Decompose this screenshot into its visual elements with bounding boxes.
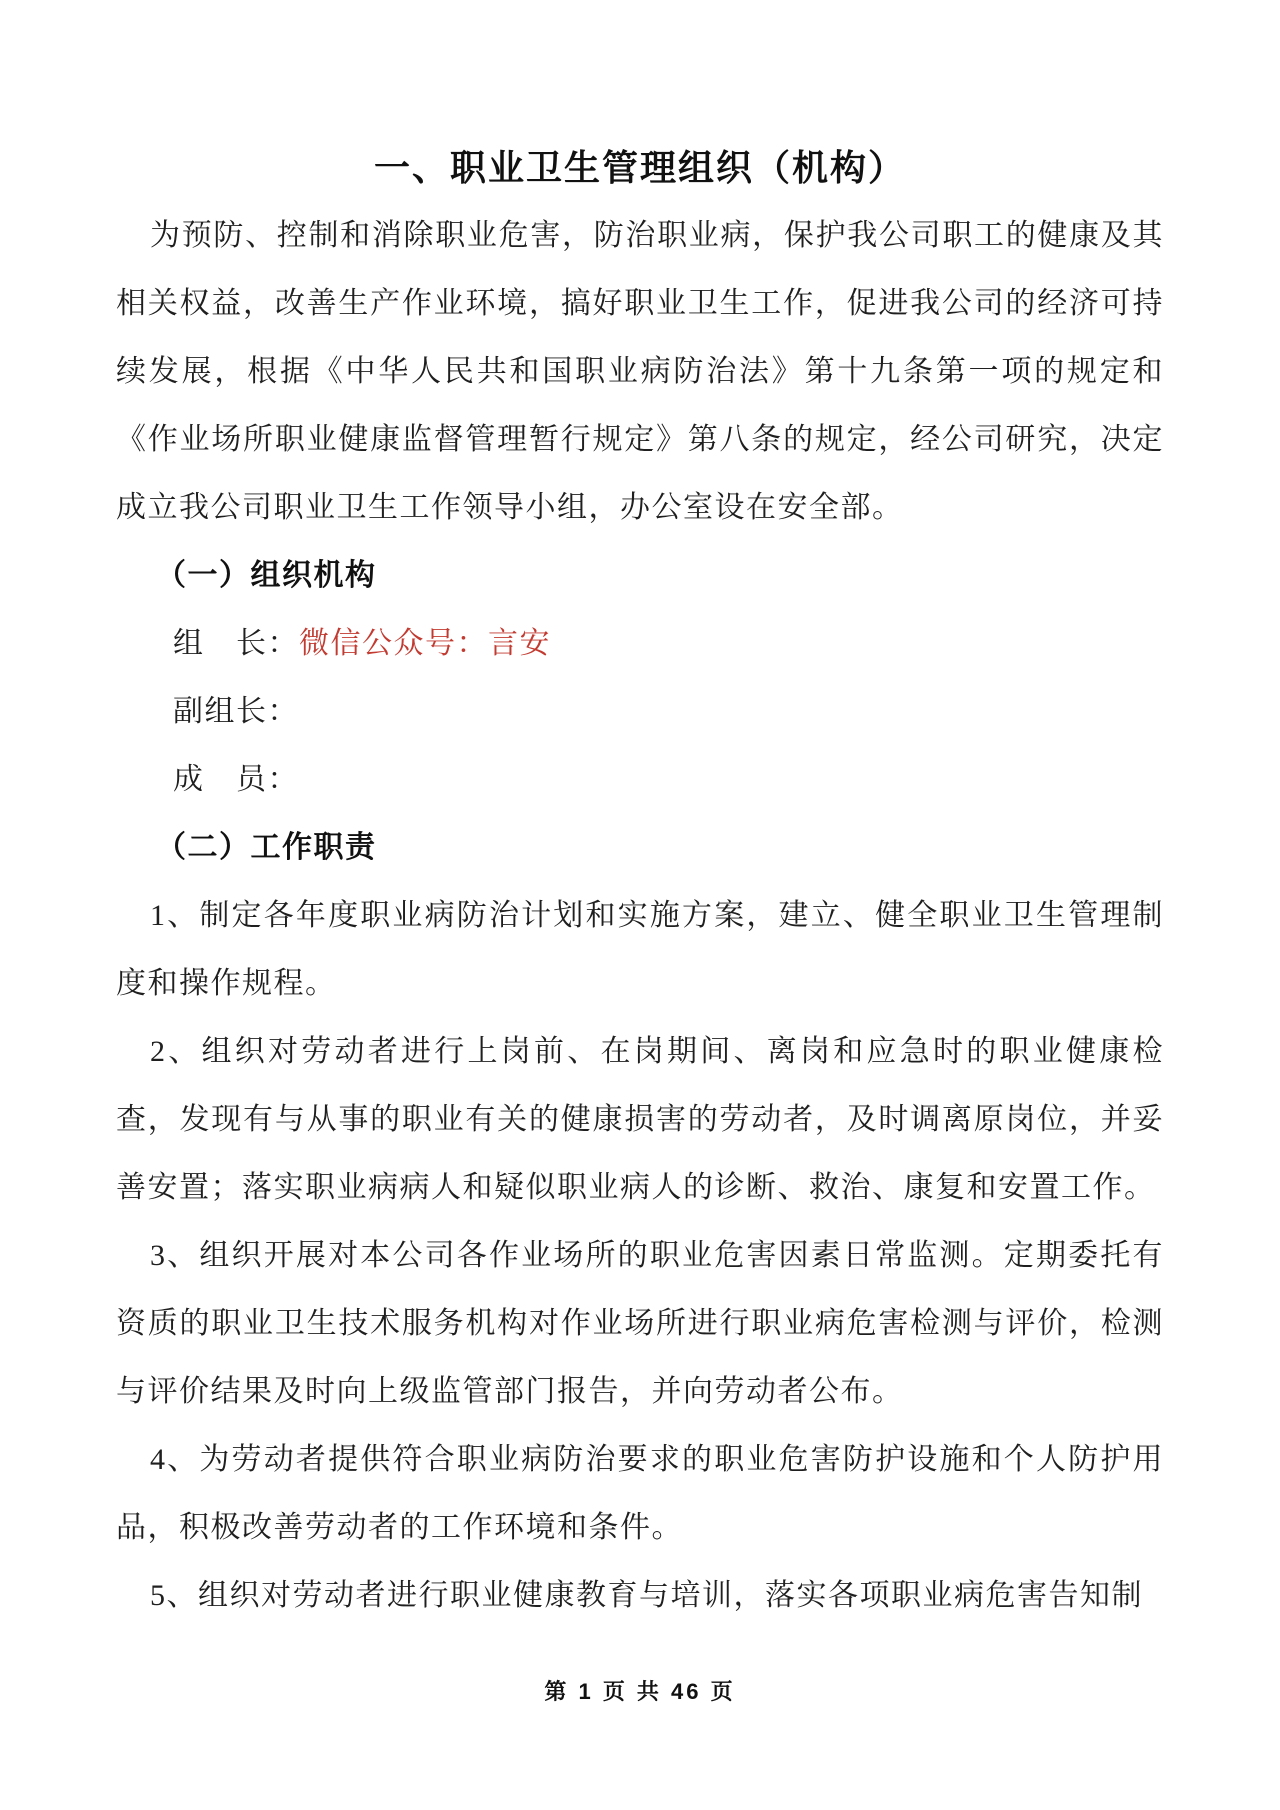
leader-label: 组 长：	[173, 627, 299, 660]
intro-paragraph: 为预防、控制和消除职业危害，防治职业病，保护我公司职工的健康及其相关权益，改善生产作业环境，搞好职业卫生工作，促进我公司的经济可持续发展，根据《中华人民共和国职业病防治法》第十九条第一项的规定和《作业场所职业健康监督管理暂行规定》第八条的规定，经公司研究，决定成立我公司职业卫生工作领导小组，办公室设在安全部。	[116, 219, 1164, 524]
page-footer: 第 1 页 共 46 页	[544, 1679, 736, 1704]
duty-item-2: 2、组织对劳动者进行上岗前、在岗期间、离岗和应急时的职业健康检查，发现有与从事的职业有关的健康损害的劳动者，及时调离原岗位，并妥善安置；落实职业病病人和疑似职业病人的诊断、救治、康复和安置工作。	[116, 1035, 1164, 1204]
section-1-heading: （一）组织机构	[156, 559, 377, 592]
duty-item-1: 1、制定各年度职业病防治计划和实施方案，建立、健全职业卫生管理制度和操作规程。	[116, 899, 1164, 1000]
members-line: 成 员：	[173, 763, 299, 796]
duty-item-4: 4、为劳动者提供符合职业病防治要求的职业危害防护设施和个人防护用品，积极改善劳动者的工作环境和条件。	[116, 1443, 1164, 1544]
document-title: 一、职业卫生管理组织（机构）	[373, 147, 906, 188]
duty-item-3: 3、组织开展对本公司各作业场所的职业危害因素日常监测。定期委托有资质的职业卫生技术服务机构对作业场所进行职业病危害检测与评价，检测与评价结果及时向上级监管部门报告，并向劳动者公布。	[116, 1239, 1164, 1408]
leader-value: 微信公众号：言安	[299, 627, 551, 660]
leader-line	[116, 610, 1164, 678]
section-2-heading: （二）工作职责	[156, 831, 377, 864]
deputy-leader-line: 副组长：	[173, 695, 299, 728]
duty-item-5: 5、组织对劳动者进行职业健康教育与培训，落实各项职业病危害告知制	[150, 1579, 1143, 1612]
